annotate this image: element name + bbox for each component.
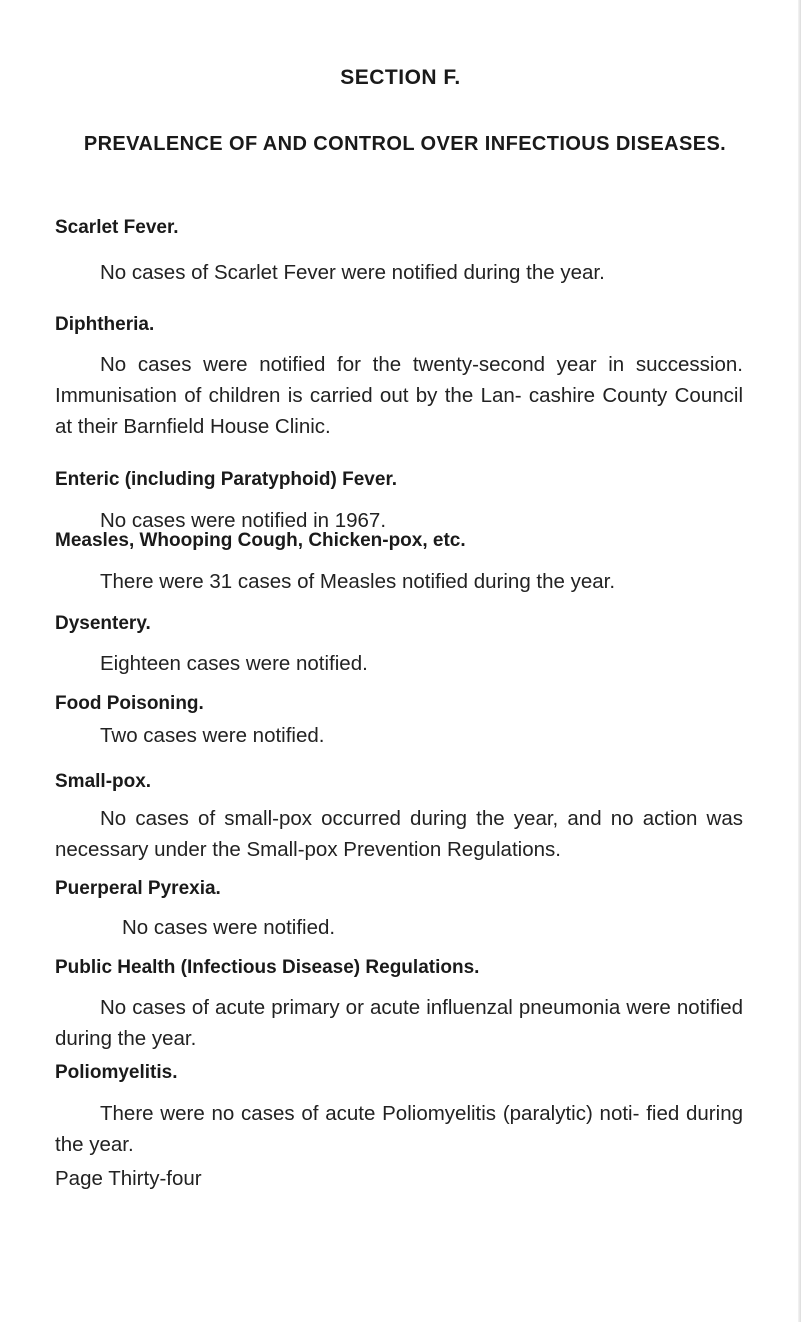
heading-poliomyelitis: Poliomyelitis. xyxy=(55,1062,178,1083)
heading-diphtheria: Diphtheria. xyxy=(55,314,155,335)
heading-food-poisoning: Food Poisoning. xyxy=(55,693,204,714)
heading-measles: Measles, Whooping Cough, Chicken-pox, etc. xyxy=(55,530,466,551)
paragraph-small-pox: No cases of small-pox occurred during the year, and no action was necessary under the Small-pox Prevention Regulations. xyxy=(55,807,743,861)
heading-small-pox: Small-pox. xyxy=(55,771,152,792)
main-title: PREVALENCE OF AND CONTROL OVER INFECTIOUS DISEASES. xyxy=(83,133,727,155)
paragraph-measles: There were 31 cases of Measles notified during the year. xyxy=(100,570,616,593)
paragraph-food-poisoning: Two cases were notified. xyxy=(100,724,325,747)
heading-scarlet-fever: Scarlet Fever. xyxy=(55,217,179,238)
heading-public-health-regulations: Public Health (Infectious Disease) Regulations. xyxy=(55,957,480,978)
paragraph-enteric-fever: No cases were notified in 1967. xyxy=(100,509,387,532)
section-title: SECTION F. xyxy=(340,66,461,89)
paragraph-poliomyelitis: There were no cases of acute Poliomyelitis (paralytic) noti- fied during the year. xyxy=(55,1102,743,1156)
heading-dysentery: Dysentery. xyxy=(55,613,151,634)
paragraph-puerperal-pyrexia: No cases were notified. xyxy=(122,916,336,939)
paragraph-diphtheria: No cases were notified for the twenty-second year in succession. Immunisation of children is carried out by the Lan- cashire County Council at their Barnfield House Clinic. xyxy=(55,353,743,438)
page-footer: Page Thirty-four xyxy=(55,1167,202,1190)
paragraph-dysentery: Eighteen cases were notified. xyxy=(100,652,368,675)
paragraph-public-health-regulations: No cases of acute primary or acute influenzal pneumonia were notified during the year. xyxy=(55,996,743,1050)
heading-puerperal-pyrexia: Puerperal Pyrexia. xyxy=(55,878,221,899)
heading-enteric-fever: Enteric (including Paratyphoid) Fever. xyxy=(55,469,398,490)
paragraph-scarlet-fever: No cases of Scarlet Fever were notified during the year. xyxy=(100,261,605,284)
